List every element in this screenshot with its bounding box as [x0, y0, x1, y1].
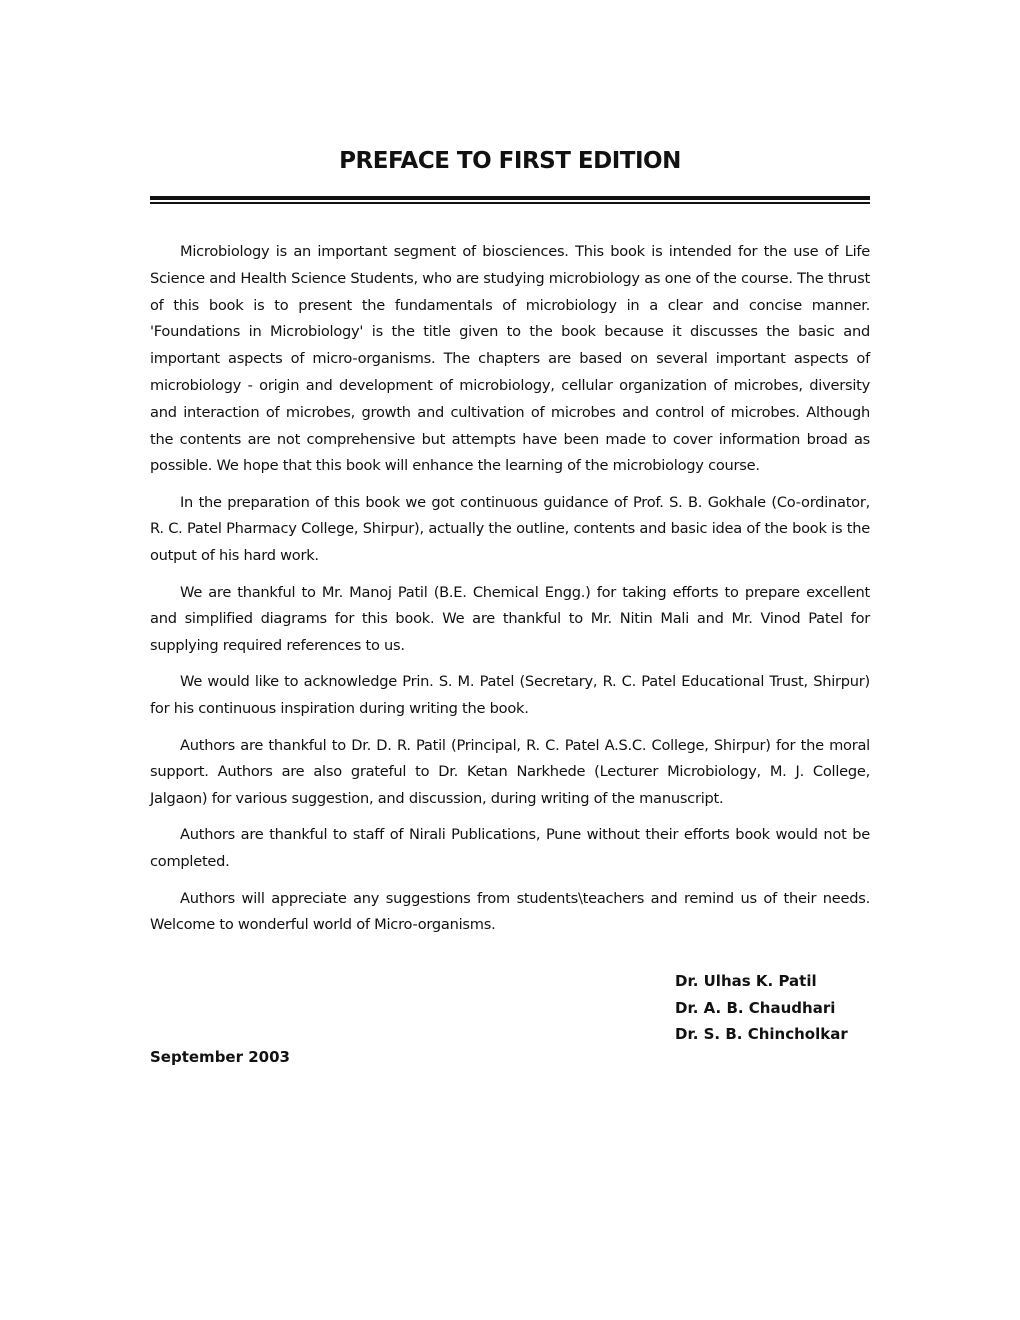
paragraph: We would like to acknowledge Prin. S. M. Patel (Secretary, R. C. Patel Educational Trust, Shirpur) for his continuous inspiration during writing the book.	[150, 673, 870, 718]
author-name: Dr. S. B. Chincholkar	[675, 1025, 848, 1043]
preface-body	[150, 239, 870, 949]
author-name: Dr. Ulhas K. Patil	[675, 972, 817, 990]
paragraph: Microbiology is an important segment of biosciences. This book is intended for the use of Life Science and Health Science Students, who are studying microbiology as one of the course. The thrust of this book is to present the fundamentals of microbiology in a clear and concise manner. 'Foundations in Microbiology' is the title given to the book because it discusses the basic and important aspects of micro-organisms. The chapters are based on several important aspects of microbiology - origin and development of microbiology, cellular organization of microbes, diversity and interaction of microbes, growth and cultivation of microbes and control of microbes. Although the contents are not comprehensive but attempts have been made to cover information broad as possible. We hope that this book will enhance the learning of the microbiology course.	[150, 243, 870, 475]
paragraph: Authors are thankful to Dr. D. R. Patil (Principal, R. C. Patel A.S.C. College, Shirpur) for the moral support. Authors are also grateful to Dr. Ketan Narkhede (Lecturer Microbiology, M. J. College, Jalgaon) for various suggestion, and discussion, during writing of the manuscript.	[150, 736, 870, 808]
title-rule-thin	[150, 202, 870, 204]
author-signatures	[675, 968, 848, 1048]
paragraph: We are thankful to Mr. Manoj Patil (B.E. Chemical Engg.) for taking efforts to prepare excellent and simplified diagrams for this book. We are thankful to Mr. Nitin Mali and Mr. Vinod Patel for supplying required references to us.	[150, 583, 870, 655]
author-name: Dr. A. B. Chaudhari	[675, 998, 836, 1017]
page-title: PREFACE TO FIRST EDITION	[339, 148, 681, 174]
preface-date: September 2003	[150, 1048, 290, 1066]
paragraph: In the preparation of this book we got continuous guidance of Prof. S. B. Gokhale (Co-ordinator, R. C. Patel Pharmacy College, Shirpur), actually the outline, contents and basic idea of the book is the output of his hard work.	[150, 493, 870, 565]
paragraph: Authors are thankful to staff of Nirali Publications, Pune without their efforts book would not be completed.	[150, 826, 870, 871]
paragraph: Authors will appreciate any suggestions from students\teachers and remind us of their needs. Welcome to wonderful world of Micro-organisms.	[150, 889, 870, 934]
title-rule-thick	[150, 196, 870, 200]
